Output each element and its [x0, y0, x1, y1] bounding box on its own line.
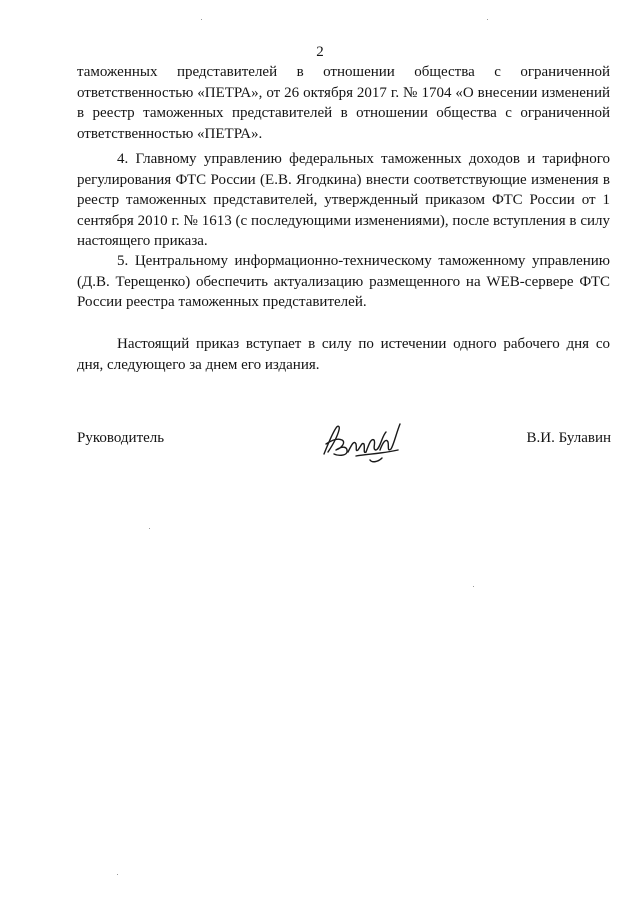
paragraph-effective-date: Настоящий приказ вступает в силу по истечении одного рабочего дня со дня, следующего за днем его издания. — [77, 336, 610, 373]
signatory-name: В.И. Булавин — [526, 430, 611, 446]
paragraph-item-5: 5. Центральному информационно-техническому таможенному управлению (Д.В. Терещенко) обеспечить актуализацию размещенного на WEB-сервере ФТС России реестра таможенных представителей. — [77, 253, 610, 310]
scan-speck — [473, 586, 474, 587]
scan-speck — [149, 528, 150, 529]
paragraph-item-4: 4. Главному управлению федеральных таможенных доходов и тарифного регулирования ФТС России (Е.В. Ягодкина) внести соответствующие изменения в реестр таможенных представителей, утвержденный приказом ФТС России от 1 сентября 2010 г. № 1613 (с последующими изменениями), после вступления в силу настоящего приказа. — [77, 151, 610, 249]
signatory-position: Руководитель — [77, 430, 165, 446]
page-number: 2 — [316, 44, 324, 60]
handwritten-signature — [320, 414, 405, 466]
scan-speck — [117, 874, 118, 875]
scan-speck — [201, 19, 202, 20]
paragraph-continuation: таможенных представителей в отношении общества с ограниченной ответственностью «ПЕТРА», от 26 октября 2017 г. № 1704 «О внесении изменений в реестр таможенных представителей в отношении общества с ограниченной ответственностью «ПЕТРА». — [77, 64, 610, 142]
scan-speck — [487, 19, 488, 20]
